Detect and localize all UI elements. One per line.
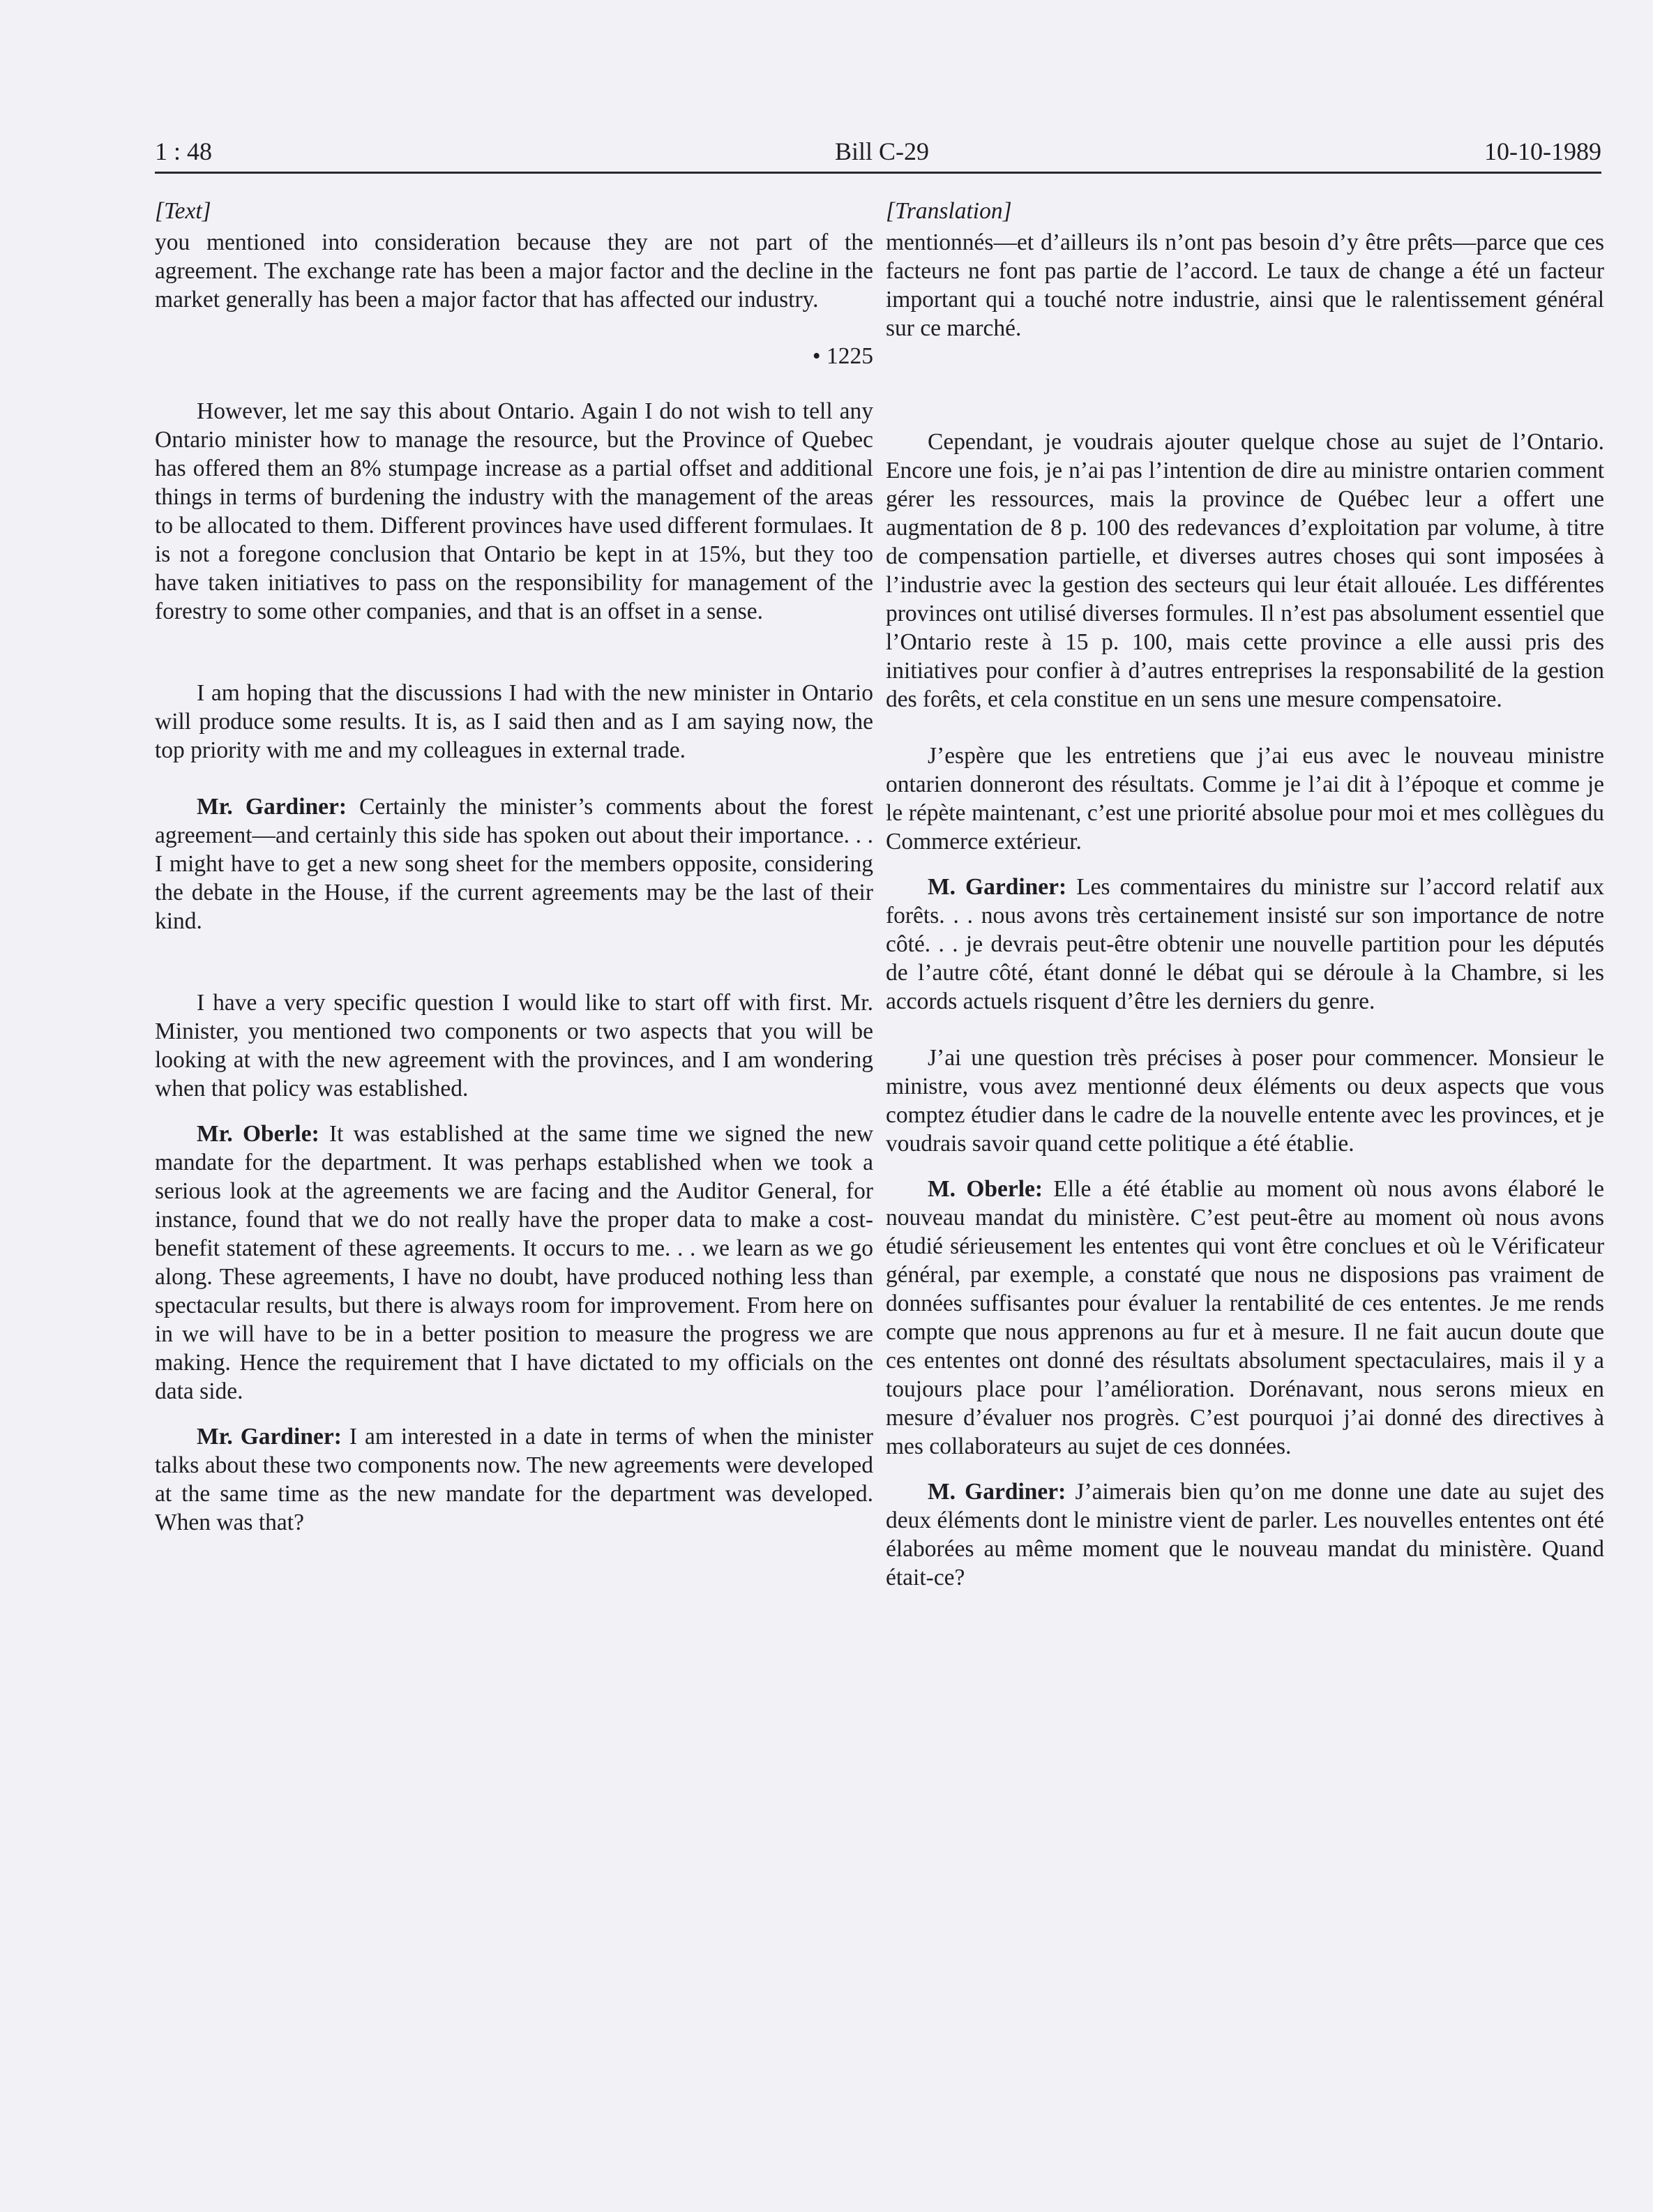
speaker-paragraph: [155, 792, 873, 935]
text-label: [Text]: [155, 198, 211, 224]
speaker-name: Mr. Oberle:: [197, 1121, 319, 1147]
speech-text: I am interested in a date in terms of when the minister talks about these two components now. The new agreements were developed at the same time as the new mandate for the department was developed. When was that?: [155, 1424, 873, 1535]
speech-text: It was established at the same time we signed the new mandate for the department. It was perhaps established when we took a serious look at the agreements we are facing and the Auditor General, for instance, found that we do not really have the proper data to make a cost-benefit statement of these agreements. It occurs to me. . . we learn as we go along. These agreements, I have no doubt, have produced nothing less than spectacular results, but there is always room for improvement. From here on in we will have to be in a better position to measure the progress we are making. Hence the requirement that I have dictated to my officials on the data side.: [155, 1121, 874, 1404]
speaker-paragraph: [155, 1422, 873, 1537]
speaker-paragraph: [886, 1477, 1604, 1592]
paragraph: I am hoping that the discussions I had with the new minister in Ontario will produce some results. It is, as I said then and as I am saying now, the top priority with me and my colleagues in external trade.: [155, 680, 873, 763]
paragraph: J’ai une question très précises à poser pour commencer. Monsieur le ministre, vous avez mentionné deux éléments ou deux aspects que vous comptez étudier dans le cadre de la nouvelle entente avec les provinces, et je voudrais savoir quand cette politique a été établie.: [886, 1045, 1604, 1157]
paragraph: mentionnés—et d’ailleurs ils n’ont pas besoin d’y être prêts—parce que ces facteurs ne font pas partie de l’accord. Le taux de change a été un facteur important qui a touché notre industrie, ainsi que le ralentissement général sur ce marché.: [886, 230, 1604, 341]
speech-text: Les commentaires du ministre sur l’accord relatif aux forêts. . . nous avons très certainement insisté sur son importance de notre côté. . . je devrais peut-être obtenir une nouvelle partition pour les députés de l’autre côté, étant donné le débat qui se déroule à la Chambre, si les accords actuels risquent d’être les derniers du genre.: [886, 874, 1604, 1014]
paragraph: Cependant, je voudrais ajouter quelque chose au sujet de l’Ontario. Encore une fois, je n’ai pas l’intention de dire au ministre ontarien comment gérer les ressources, mais la province de Québec leur a offert une augmentation de 8 p. 100 des redevances d’exploitation par volume, à titre de compensation partielle, et diverses autres choses qui sont imposées à l’industrie avec la gestion des secteurs qui leur était allouée. Les différentes provinces ont utilisé diverses formules. Il n’est pas absolument essentiel que l’Ontario reste à 15 p. 100, mais cette province a elle aussi pris des initiatives pour confier à d’autres entreprises la responsabilité de la gestion des forêts, et cela constitue en un sens une mesure compensatoire.: [886, 429, 1604, 712]
time-marker: • 1225: [812, 343, 873, 369]
page-header: [155, 137, 1601, 173]
speech-text: Certainly the minister’s comments about the forest agreement—and certainly this side has spoken out about their importance. . . I might have to get a new song sheet for the members opposite, considering the debate in the House, if the current agreements may be the last of their kind.: [155, 794, 873, 934]
document-date: 10-10-1989: [1484, 137, 1601, 165]
translation-label: [Translation]: [886, 198, 1012, 224]
speaker-name: M. Oberle:: [928, 1176, 1043, 1202]
paragraph: However, let me say this about Ontario. Again I do not wish to tell any Ontario minister how to manage the resource, but the Province of Quebec has offered them an 8% stumpage increase as a partial offset and additional things in terms of burdening the industry with the management of the areas to be allocated to them. Different provinces have used different formulaes. It is not a foregone conclusion that Ontario be kept in at 15%, but they too have taken initiatives to pass on the responsibility for management of the forestry to some other companies, and that is an offset in a sense.: [155, 398, 873, 624]
paragraph: J’espère que les entretiens que j’ai eus avec le nouveau ministre ontarien donneront des résultats. Comme je l’ai dit à l’époque et comme je le répète maintenant, c’est une priorité absolue pour moi et mes collègues du Commerce extérieur.: [886, 743, 1604, 855]
speech-text: J’aimerais bien qu’on me donne une date au sujet des deux éléments dont le ministre vient de parler. Les nouvelles ententes ont été élaborées au même moment que le nouveau mandat du ministère. Quand était-ce?: [886, 1479, 1604, 1590]
speaker-paragraph: [886, 1175, 1604, 1461]
paragraph: you mentioned into consideration because they are not part of the agreement. The exchange rate has been a major factor and the decline in the market generally has been a major factor that has affected our industry.: [155, 230, 873, 313]
page-number: 1 : 48: [155, 137, 213, 165]
speaker-paragraph: [155, 1120, 873, 1406]
french-column: [886, 197, 1604, 1592]
speaker-name: M. Gardiner:: [928, 874, 1067, 900]
document-title: Bill C-29: [835, 137, 930, 165]
speech-text: Elle a été établie au moment où nous avons élaboré le nouveau mandat du ministère. C’est peut-être au moment où nous avons étudié sérieusement les ententes qui vont être conclues et où le Vérificateur général, par exemple, a constaté que nous ne disposions pas vraiment de données suffisantes pour évaluer la rentabilité de ces ententes. Je me rends compte que nous apprenons au fur et à mesure. Il ne fait aucun doute que ces ententes ont donné des résultats absolument spectaculaires, mais il y a toujours place pour l’amélioration. Dorénavant, nous serons mieux en mesure d’évaluer nos progrès. C’est pourquoi j’ai donné des directives à mes collaborateurs au sujet de ces données.: [886, 1176, 1604, 1459]
speaker-name: Mr. Gardiner:: [197, 794, 347, 820]
english-column: [155, 197, 873, 1537]
speaker-name: Mr. Gardiner:: [197, 1424, 342, 1450]
header-rule: [155, 172, 1601, 174]
speaker-name: M. Gardiner:: [928, 1479, 1066, 1505]
speaker-paragraph: [886, 873, 1604, 1016]
paragraph: I have a very specific question I would like to start off with first. Mr. Minister, you mentioned two components or two aspects that you will be looking at with the new agreement with the provinces, and I am wondering when that policy was established.: [155, 990, 873, 1101]
